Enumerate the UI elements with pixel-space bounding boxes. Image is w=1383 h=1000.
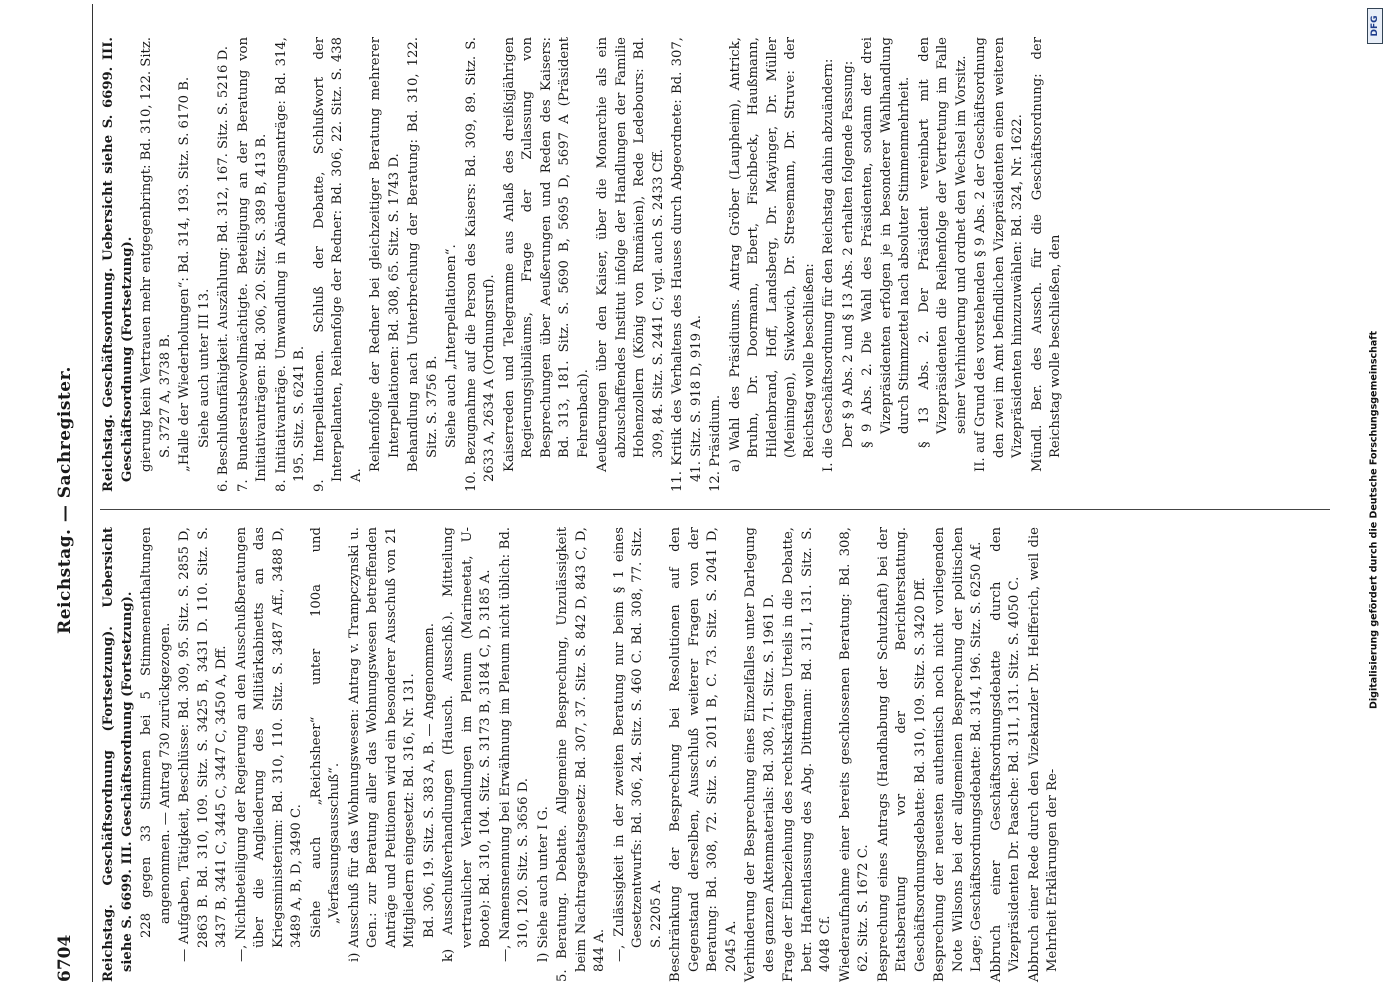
index-entry: l) Siehe auch unter I G. xyxy=(535,806,551,962)
index-entry: Aeußerungen über den Kaiser, über die Monarchie als ein abzuschaffendes Institut infolge der Handlungen der Familie Hohenzollern (König von Rumänien), Rede Ledebours: Bd. 309, 84. Sitz. S. 2441 C; vgl. auch S. 2433 Cff. xyxy=(595,37,666,472)
index-entry: 228 gegen 33 Stimmen bei 5 Stimmenenthaltungen angenommen. — Antrag 730 zurückgezogen. xyxy=(139,527,173,938)
index-entry: —, Namensnennung bei Erwähnung im Plenum nicht üblich: Bd. 310, 120. Sitz. S. 3656 D. xyxy=(497,527,531,962)
index-entry: —, Zulässigkeit in der zweiten Beratung nur beim § 1 eines Gesetzentwurfs: Bd. 306, 24. Sitz. S. 460 C. Bd. 308, 77. Sitz. S. 2205 A. xyxy=(611,527,664,962)
index-entry: 7. Bundesratsbevollmächtigte. Beteiligung an der Beratung von Initiativanträgen: Bd. 306, 20. Sitz. S. 389 B, 413 B. xyxy=(235,37,269,492)
index-entry: Besprechung der neuesten authentisch noch nicht vorliegenden Note Wilsons bei der allgemeinen Besprechung der politischen Lage; Geschäftsordnungsdebatte: Bd. 314, 196. Sitz. S. 6250 Af. xyxy=(932,527,984,982)
index-entry: 8. Initiativanträge. Umwandlung in Abänderungsanträge: Bd. 314, 195. Sitz. S. 6241 B. xyxy=(273,37,307,492)
dfg-logo xyxy=(1367,8,1383,44)
index-entry: 6. Beschlußunfähigkeit. Auszählung: Bd. 312, 167. Sitz. S. 5216 D. xyxy=(216,46,231,492)
dfg-logo-text: DFG xyxy=(1370,15,1380,37)
index-entry: Siehe auch unter III 13. xyxy=(196,288,212,448)
index-entry: Beschränkung der Besprechung bei Resolutionen auf den Gegenstand derselben, Ausschluß weiterer Fragen von der Beratung: Bd. 308, 72. Sitz. S. 2011 B, C. 73. Sitz. S. 2041 D, 2045 A. xyxy=(668,527,739,982)
index-entry: Abbruch einer Rede durch den Vizekanzler Dr. Helfferich, weil die Mehrheit Erklärungen der Re- xyxy=(1026,527,1060,982)
index-entry: Behandlung nach Unterbrechung der Beratung: Bd. 310, 122. Sitz. S. 3756 B. xyxy=(406,37,440,472)
index-entry: Besprechung eines Antrags (Handhabung der Schutzhaft) bei der Etatsberatung vor der Berichterstattung. Geschäftsordnungsdebatte: Bd. 310, 109. Sitz. S. 3420 Dff. xyxy=(875,527,928,982)
page-number: 6704 xyxy=(55,934,75,982)
index-entry: § 9 Abs. 2. Die Wahl des Präsidenten, sodann der drei Vizepräsidenten erfolgen je in besonderer Wahlhandlung durch Stimmzettel nach absoluter Stimmenmehrheit. xyxy=(860,37,912,448)
header-rule xyxy=(92,4,93,982)
index-entry: Reichstag. Geschäftsordnung (Fortsetzung). Uebersicht siehe S. 6699. III. Geschäftsordnung (Fortsetzung). xyxy=(101,527,135,982)
running-head: Reichstag. — Sachregister. xyxy=(55,366,75,634)
index-entry: Siehe auch „Reichsheer“ unter 100a und „Verfassungsausschuß“. xyxy=(308,527,342,938)
index-entry: a) Wahl des Präsidiums. Antrag Gröber (Laupheim), Antrick, Bruhn, Dr. Doormann, Ebert, Fischbeck, Haußmann, Hildenbrand, Hoff, Landsberg, Dr. Mayinger, Dr. Müller (Meiningen), Siwkowich, Dr. Stresemann, Dr. Struve: der Reichstag wolle beschließen: xyxy=(727,37,817,472)
index-entry: 5. Beratung. Debatte. Allgemeine Besprechung, Unzulässigkeit beim Nachtragsetatsgesetz: Bd. 307, 37. Sitz. S. 842 D, 843 C, D, 844 A. xyxy=(555,527,607,982)
index-entry: Mündl. Ber. des Aussch. für die Geschäftsordnung: der Reichstag wolle beschließen, den xyxy=(1029,37,1063,472)
index-entry: 12. Präsidium. xyxy=(708,394,723,492)
index-entry: Siehe auch „Interpellationen“. xyxy=(444,244,459,448)
index-entry: k) Ausschußverhandlungen (Hausch. Ausschß.). Mitteilung vertraulicher Verhandlungen im Plenum (Marineetat, U-Boote): Bd. 310, 104. Sitz. S. 3173 B, 3184 C, D, 3185 A. xyxy=(441,527,493,962)
funding-credit: Digitalisierung gefördert durch die Deutsche Forschungsgemeinschaft xyxy=(1368,331,1380,709)
index-entry: — Aufgaben, Tätigkeit, Beschlüsse: Bd. 309, 95. Sitz. S. 2855 D, 2863 B. Bd. 310, 109. Sitz. S. 3425 B, 3431 D. 110. Sitz. S. 3437 B, 3441 C, 3445 C, 3447 C, 3450 A, Dff. xyxy=(177,527,229,962)
index-entry: Verhinderung der Besprechung eines Einzelfalles unter Darlegung des ganzen Aktenmaterials: Bd. 308, 71. Sitz. S. 1961 D. xyxy=(743,527,777,982)
index-entry: Der § 9 Abs. 2 und § 13 Abs. 2 erhalten folgende Fassung: xyxy=(840,60,856,448)
index-entry: „Halle der Wiederholungen“: Bd. 314, 193. Sitz. S. 6170 B. xyxy=(177,76,192,472)
index-entry: I. die Geschäftsordnung für den Reichstag dahin abzuändern: xyxy=(821,58,836,472)
right-column xyxy=(100,37,1067,492)
index-entry: 9. Interpellationen. Schluß der Debatte, Schlußwort der Interpellanten, Reihenfolge der Redner: Bd. 306, 22. Sitz. S. 438 A. xyxy=(311,37,364,492)
index-entry: Wiederaufnahme einer bereits geschlossenen Beratung: Bd. 308, 62. Sitz. S. 1672 C. xyxy=(837,527,871,982)
left-column xyxy=(100,527,1064,982)
index-entry: Reichstag. Geschäftsordnung. Uebersicht siehe S. 6699. III. Geschäftsordnung (Fortsetzung). xyxy=(101,37,135,492)
index-entry: Frage der Einbeziehung des rechtskräftigen Urteils in die Debatte, betr. Haftentlassung des Abg. Dittmann: Bd. 311, 131. Sitz. S. 4048 Cf. xyxy=(781,527,833,982)
index-entry: i) Ausschuß für das Wohnungswesen: Antrag v. Trampczynski u. Gen.: zur Beratung aller das Wohnungswesen betreffenden Anträge und Petitionen wird ein besonderer Ausschuß von 21 Mitgliedern eingesetzt: Bd. 316, Nr. 131. xyxy=(346,527,417,962)
index-entry: —, Nichtbeteiligung der Regierung an den Ausschußberatungen über die Angliederung des Militärkabinetts an das Kriegsministerium: Bd. 310, 110. Sitz. S. 3487 Aff., 3488 D, 3489 A, B, D, 3490 C. xyxy=(233,527,304,962)
index-entry: § 13 Abs. 2. Der Präsident vereinbart mit den Vizepräsidenten die Reihenfolge der Vertretung im Falle seiner Verhinderung und ordnet den Wechsel im Vorsitz. xyxy=(916,37,969,448)
index-entry: Abbruch einer Geschäftsordnungsdebatte durch den Vizepräsidenten Dr. Paasche: Bd. 311, 131. Sitz. S. 4050 C. xyxy=(988,527,1022,982)
index-entry: gierung kein Vertrauen mehr entgegenbringt: Bd. 310, 122. Sitz. S. 3727 A, 3738 B. xyxy=(139,37,173,472)
index-entry: Kaiserreden und Telegramme aus Anlaß des dreißigjährigen Regierungsjubiläums, Frage der Zulassung von Besprechungen über Aeußerungen und Reden des Kaisers: Bd. 313, 181. Sitz. S. 5690 B, 5695 D, 5697 A (Präsident Fehrenbach). xyxy=(501,37,591,472)
index-entry: II. auf Grund des vorstehenden § 9 Abs. 2 der Geschäftsordnung den zwei im Amt befindlichen Vizepräsidenten einen weiteren Vizepräsidenten hinzuzuwählen: Bd. 324, Nr. 1622. xyxy=(973,37,1025,472)
index-entry: Bd. 306, 19. Sitz. S. 383 A, B. — Angenommen. xyxy=(421,623,437,938)
index-entry: 11. Kritik des Verhaltens des Hauses durch Abgeordnete: Bd. 307, 41. Sitz. S. 918 D, 919 A. xyxy=(670,37,704,492)
column-divider xyxy=(100,509,1330,510)
index-entry: 10. Bezugnahme auf die Person des Kaisers: Bd. 309, 89. Sitz. S. 2633 A, 2634 A (Ordnungsruf). xyxy=(463,37,497,492)
index-entry: Reihenfolge der Redner bei gleichzeitiger Beratung mehrerer Interpellationen: Bd. 308, 65. Sitz. S. 1743 D. xyxy=(368,37,402,472)
page-header xyxy=(55,0,95,1000)
